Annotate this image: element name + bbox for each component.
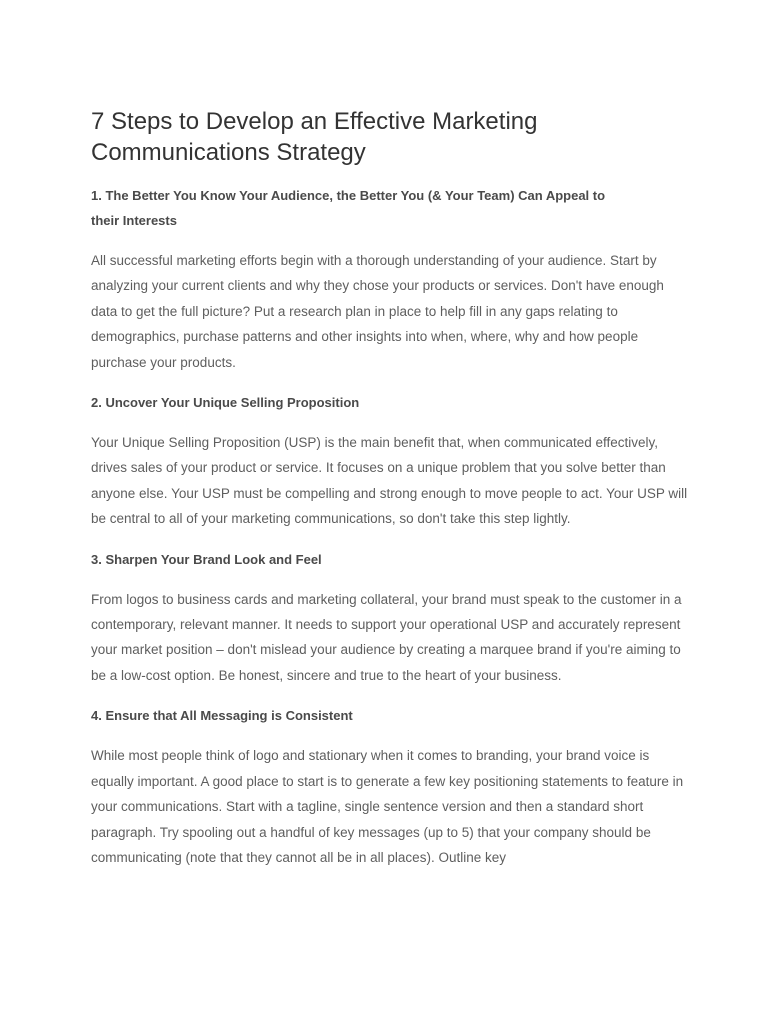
step-3-heading: 3. Sharpen Your Brand Look and Feel: [91, 551, 322, 567]
step-1-body: All successful marketing efforts begin with a thorough understanding of your audience. Start by analyzing your current clients and why they chose your products or services. Don't have enough data to get the full picture? Put a research plan in place to help fill in any gaps relating to demographics, purchase patterns and other insights into when, where, why and how people purchase your products.: [91, 253, 664, 370]
title-line-2: Communications Strategy: [91, 139, 366, 166]
document-page: [91, 106, 691, 870]
step-3-body: From logos to business cards and marketing collateral, your brand must speak to the customer in a contemporary, relevant manner. It needs to support your operational USP and accurately represent your market position – don't mislead your audience by creating a marquee brand if you're aiming to be a low-cost option. Be honest, sincere and true to the heart of your business.: [91, 591, 682, 683]
step-1-heading-line-2: their Interests: [91, 213, 177, 228]
step-4-body: While most people think of logo and stationary when it comes to branding, your brand voice is equally important. A good place to start is to generate a few key positioning statements to feature in your communications. Start with a tagline, single sentence version and then a standard short paragraph. Try spooling out a handful of key messages (up to 5) that your company should be communicating (note that they cannot all be in all places). Outline key: [91, 748, 684, 865]
document-title: [91, 106, 691, 168]
title-line-1: 7 Steps to Develop an Effective Marketing: [91, 108, 538, 135]
step-2-body: Your Unique Selling Proposition (USP) is the main benefit that, when communicated effectively, drives sales of your product or service. It focuses on a unique problem that you solve better than anyone else. Your USP must be compelling and strong enough to move people to act. Your USP will be central to all of your marketing communications, so don't take this step lightly.: [91, 435, 688, 527]
step-2-heading: 2. Uncover Your Unique Selling Proposition: [91, 395, 360, 411]
step-1-heading-line-1: 1. The Better You Know Your Audience, the Better You (& Your Team) Can Appeal to: [91, 188, 606, 203]
step-1-heading: [91, 183, 691, 233]
step-4-heading: 4. Ensure that All Messaging is Consistent: [91, 708, 353, 724]
